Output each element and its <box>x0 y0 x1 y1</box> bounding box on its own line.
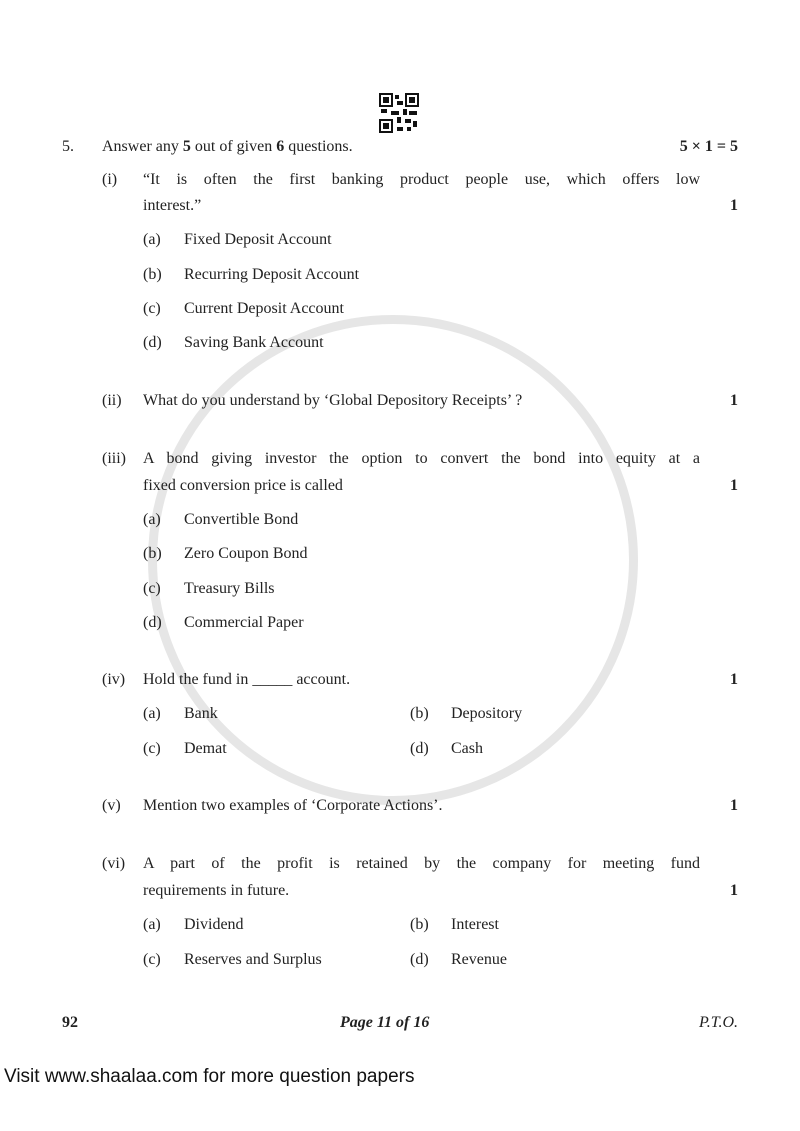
option-letter: (a) <box>143 916 161 933</box>
subquestion-text: “It is often the first banking product people use, which offers low <box>143 171 700 188</box>
option-text: Recurring Deposit Account <box>184 266 360 283</box>
option-text: Commercial Paper <box>184 614 304 631</box>
option-letter: (b) <box>143 266 162 283</box>
question-number: 5. <box>62 138 74 155</box>
instruction-text: questions. <box>284 138 353 155</box>
subquestion-text: A part of the profit is retained by the company for meeting fund <box>143 855 700 872</box>
option-text: Cash <box>451 740 483 757</box>
option-letter: (a) <box>143 231 161 248</box>
subquestion-number: (v) <box>102 797 121 814</box>
option-letter: (d) <box>410 951 429 968</box>
qr-code <box>379 93 419 133</box>
subquestion-number: (iii) <box>102 450 126 467</box>
subquestion-text: interest.” <box>143 197 202 214</box>
option-letter: (b) <box>410 705 429 722</box>
option-text: Saving Bank Account <box>184 334 324 351</box>
option-text: Zero Coupon Bond <box>184 545 308 562</box>
option-text: Reserves and Surplus <box>184 951 322 968</box>
option-letter: (b) <box>143 545 162 562</box>
subquestion-text: requirements in future. <box>143 882 290 899</box>
question-marks: 5 × 1 = 5 <box>679 138 738 155</box>
visit-link[interactable]: Visit www.shaalaa.com for more question papers <box>4 1066 415 1087</box>
subquestion-marks: 1 <box>730 392 738 409</box>
paper-code: 92 <box>62 1014 78 1031</box>
subquestion-number: (i) <box>102 171 118 188</box>
option-text: Depository <box>451 705 523 722</box>
subquestion-marks: 1 <box>730 671 738 688</box>
option-letter: (a) <box>143 511 161 528</box>
option-letter: (c) <box>143 580 161 597</box>
option-letter: (b) <box>410 916 429 933</box>
subquestion-number: (vi) <box>102 855 126 872</box>
subquestion-number: (ii) <box>102 392 122 409</box>
pto: P.T.O. <box>699 1014 738 1031</box>
option-text: Treasury Bills <box>184 580 275 597</box>
option-letter: (c) <box>143 300 161 317</box>
instruction-text: Answer any <box>102 138 183 155</box>
option-text: Dividend <box>184 916 244 933</box>
option-text: Revenue <box>451 951 507 968</box>
option-text: Current Deposit Account <box>184 300 344 317</box>
subquestion-marks: 1 <box>730 477 738 494</box>
option-letter: (d) <box>143 614 162 631</box>
instruction-text: out of given <box>190 138 277 155</box>
option-text: Fixed Deposit Account <box>184 231 332 248</box>
subquestion-text: fixed conversion price is called <box>143 477 343 494</box>
option-text: Bank <box>184 705 218 722</box>
subquestion-marks: 1 <box>730 882 738 899</box>
subquestion-text: Hold the fund in _____ account. <box>143 671 351 688</box>
subquestion-marks: 1 <box>730 797 738 814</box>
option-letter: (d) <box>143 334 162 351</box>
instruction-count: 5 <box>182 138 191 155</box>
option-letter: (c) <box>143 951 161 968</box>
option-letter: (c) <box>143 740 161 757</box>
subquestion-text: A bond giving investor the option to convert the bond into equity at a <box>143 450 700 467</box>
option-text: Demat <box>184 740 227 757</box>
option-letter: (d) <box>410 740 429 757</box>
subquestion-number: (iv) <box>102 671 126 688</box>
option-letter: (a) <box>143 705 161 722</box>
option-text: Interest <box>451 916 499 933</box>
subquestion-text: What do you understand by ‘Global Depository Receipts’ ? <box>143 392 523 409</box>
instruction-total: 6 <box>276 138 285 155</box>
page-number: Page 11 of 16 <box>340 1014 430 1031</box>
subquestion-marks: 1 <box>730 197 738 214</box>
subquestion-text: Mention two examples of ‘Corporate Actions’. <box>143 797 443 814</box>
question-instruction <box>102 137 353 157</box>
option-text: Convertible Bond <box>184 511 299 528</box>
